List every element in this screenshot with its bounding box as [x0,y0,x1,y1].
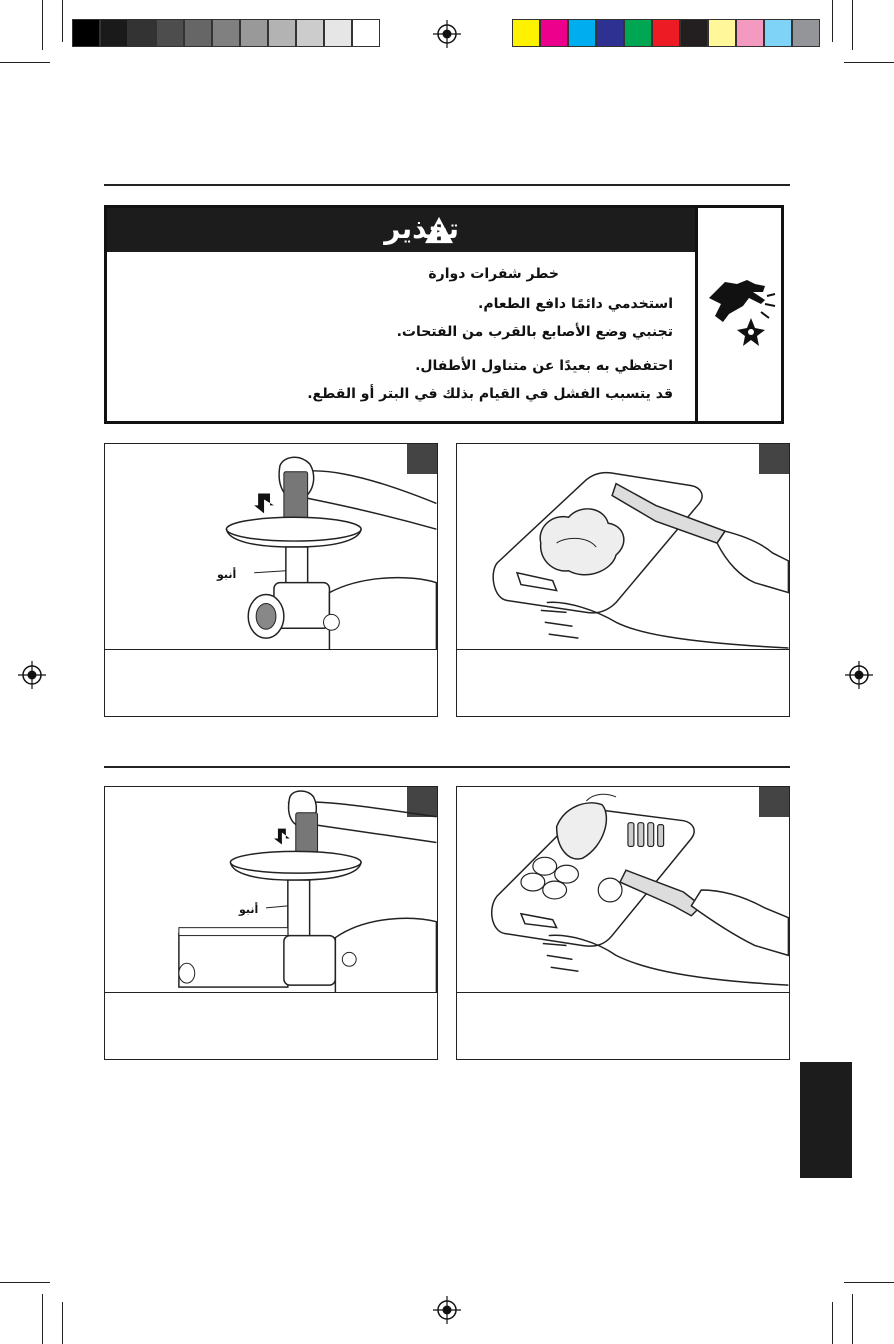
color-swatch [352,19,380,47]
color-swatch [708,19,736,47]
crop-mark [832,1302,833,1344]
color-swatch [240,19,268,47]
crop-mark [42,1294,43,1344]
color-swatch [596,19,624,47]
crop-mark [0,62,50,63]
warning-box [104,205,784,424]
warning-hazard-line: خطر شفرات دوارة [428,266,559,282]
crop-mark [62,1302,63,1344]
language-side-tab [800,1062,852,1178]
figure-caption-area [105,992,437,1059]
color-swatch [652,19,680,47]
figure-panel-cutting-vegetables [456,786,790,1060]
section-rule [104,766,790,768]
figure-panel-grinder-tray [104,786,438,1060]
crop-mark [852,1294,853,1344]
cutting-board-meat-illustration [457,444,789,652]
color-swatch [212,19,240,47]
color-swatch [184,19,212,47]
registration-mark-icon [845,661,873,689]
color-swatch [792,19,820,47]
warning-instruction: احتفظي به بعيدًا عن متناول الأطفال. [415,358,673,374]
color-swatch [72,19,100,47]
color-swatch [568,19,596,47]
crop-mark [62,0,63,42]
figure-caption-area [105,649,437,716]
color-swatch [100,19,128,47]
figure-caption-area [457,992,789,1059]
warning-instruction: استخدمي دائمًا دافع الطعام. [478,296,673,312]
crop-mark [852,0,853,50]
warning-header [107,208,695,252]
figure-panel-grinder-pusher [104,443,438,717]
grinder-illustration [105,444,437,652]
figure-panel-cutting-meat [456,443,790,717]
tube-label: أنبو [239,903,259,916]
color-swatch [324,19,352,47]
warning-separator [695,208,698,421]
color-swatch [296,19,324,47]
section-rule [104,184,790,186]
crop-mark [832,0,833,42]
cutting-board-vegetables-illustration [457,787,789,995]
grinder-tray-illustration [105,787,437,995]
color-swatch [736,19,764,47]
warning-title: تحذير [384,212,459,245]
registration-mark-icon [433,1296,461,1324]
color-swatch [764,19,792,47]
tube-label: أنبو [217,568,237,581]
crop-mark [844,1282,894,1283]
color-swatch [512,19,540,47]
color-swatch [624,19,652,47]
crop-mark [0,1282,50,1283]
color-swatch [540,19,568,47]
crop-mark [844,62,894,63]
color-swatch [268,19,296,47]
crop-mark [42,0,43,50]
warning-instruction: قد يتسبب الفشل في القيام بذلك في البتر أو القطع. [307,386,673,402]
registration-mark-icon [433,20,461,48]
warning-instruction: تجنبي وضع الأصابع بالقرب من الفتحات. [396,324,673,340]
figure-caption-area [457,649,789,716]
color-swatch [680,19,708,47]
color-swatch [156,19,184,47]
registration-mark-icon [18,661,46,689]
color-swatch [128,19,156,47]
hand-blade-hazard-icon [703,272,783,356]
